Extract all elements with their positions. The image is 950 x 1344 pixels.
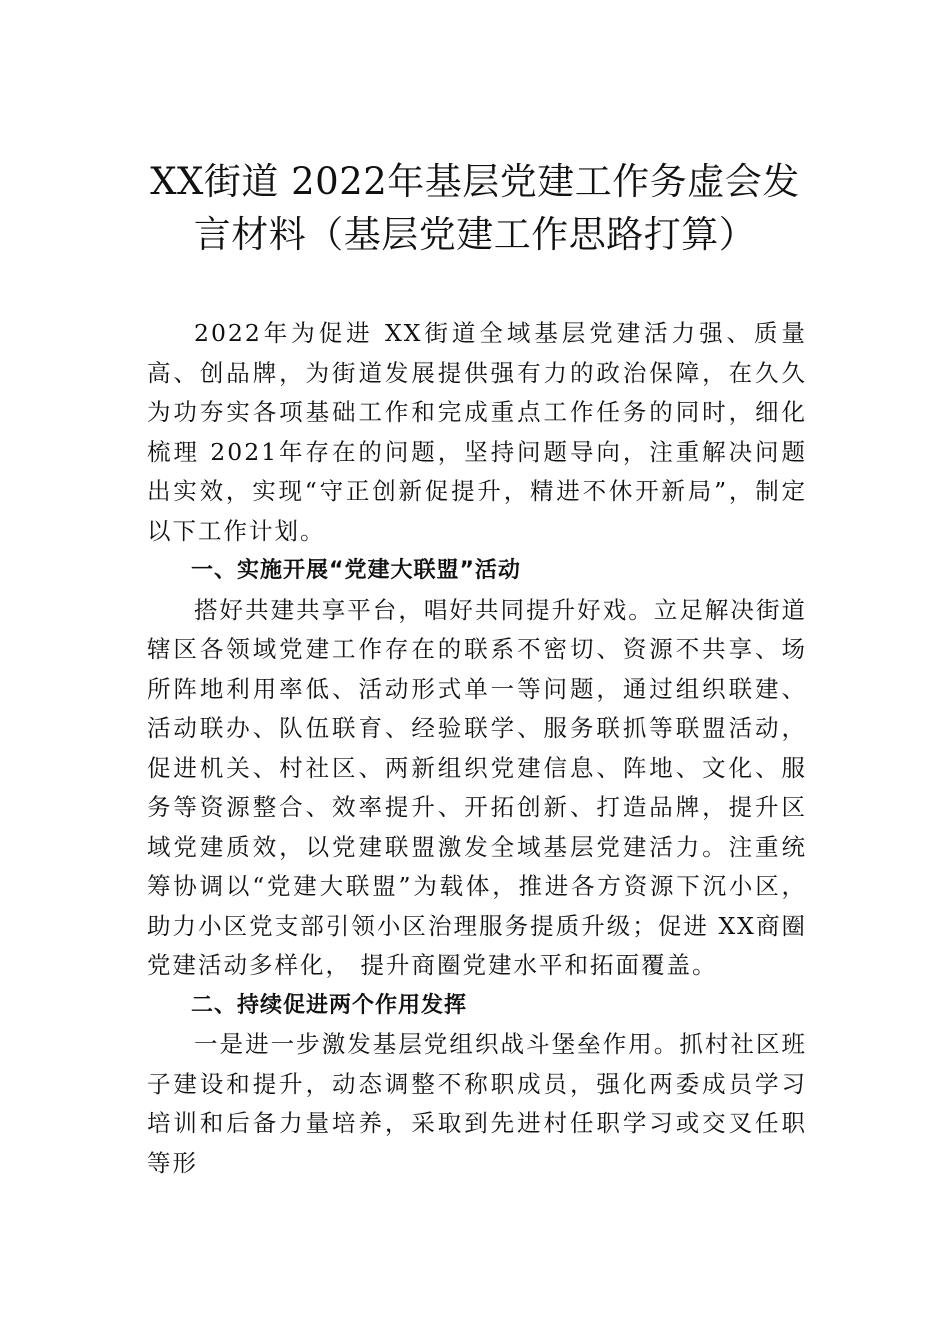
document-body <box>147 314 807 1183</box>
intro-paragraph: 2022年为促进 XX街道全域基层党建活力强、质量高、创品牌，为街道发展提供强有力的政治保障，在久久为功夯实各项基础工作和完成重点工作任务的同时，细化梳理 2021年存在的问题，坚持问题导向，注重解决问题出实效，实现“守正创新促提升，精进不休开新局”，制定以下工作计划。 <box>147 319 807 545</box>
title-line-1: XX街道 2022年基层党建工作务虚会发 <box>150 160 800 203</box>
document-title <box>120 155 830 261</box>
section-1-heading: 一、实施开展“党建大联盟”活动 <box>191 558 521 583</box>
title-line-2: 言材料（基层党建工作思路打算） <box>193 213 757 256</box>
section-2-paragraph: 一是进一步激发基层党组织战斗堡垒作用。抓村社区班子建设和提升，动态调整不称职成员，强化两委成员学习培训和后备力量培养，采取到先进村任职学习或交叉任职等形 <box>147 1030 807 1177</box>
section-1-paragraph: 搭好共建共享平台，唱好共同提升好戏。立足解决街道辖区各领域党建工作存在的联系不密切、资源不共享、场所阵地利用率低、活动形式单一等问题，通过组织联建、活动联办、队伍联育、经验联学、服务联抓等联盟活动，促进机关、村社区、两新组织党建信息、阵地、文化、服务等资源整合、效率提升、开拓创新、打造品牌，提升区域党建质效，以党建联盟激发全域基层党建活力。注重统筹协调以“党建大联盟”为载体，推进各方资源下沉小区，助力小区党支部引领小区治理服务提质升级；促进 XX商圈党建活动多样化， 提升商圈党建水平和拓面覆盖。 <box>147 595 807 979</box>
section-2-heading: 二、持续促进两个作用发挥 <box>191 992 468 1018</box>
